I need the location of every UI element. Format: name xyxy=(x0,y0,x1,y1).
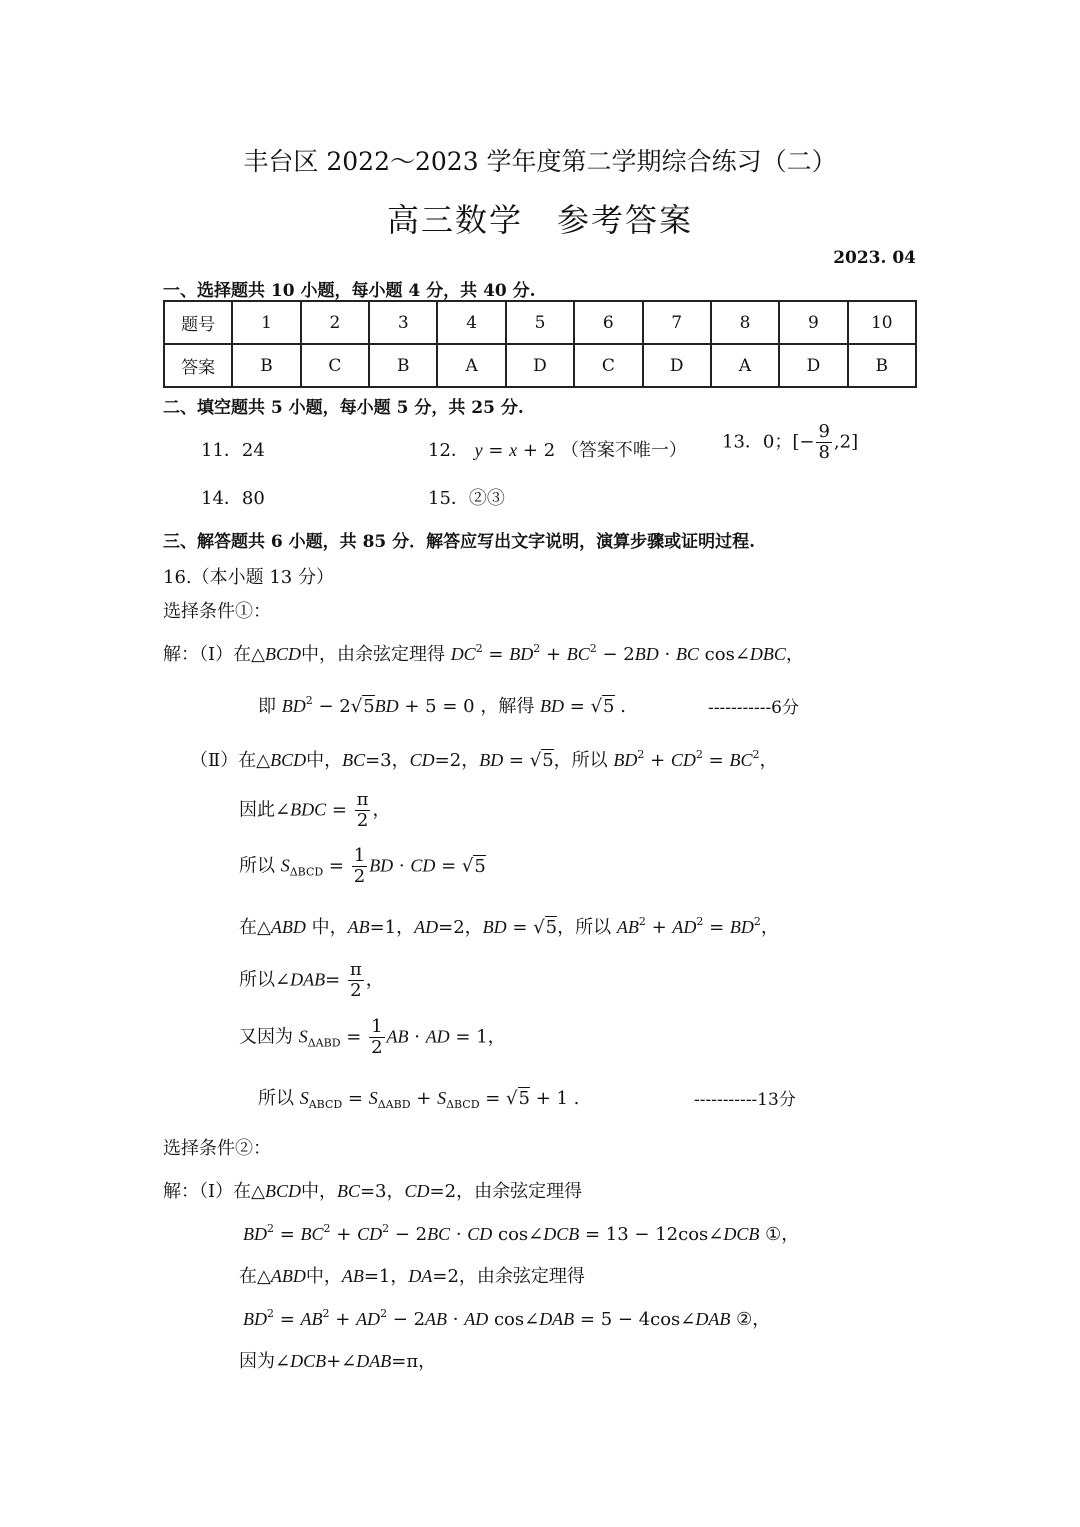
row-label: 答案 xyxy=(164,344,232,387)
section1-heading: 一、选择题共 10 小题，每小题 4 分，共 40 分. xyxy=(163,281,536,301)
solution-line: （Ⅱ）在△BCD中，BC=3，CD=2，BD = √5，所以 $BD^2 + CD^2 = BC^2$， xyxy=(190,748,778,771)
solution-line: 因为∠DCB+∠DAB=π， xyxy=(239,1351,437,1372)
answer-cell: B xyxy=(848,344,916,387)
table-row-numbers xyxy=(164,301,916,344)
solution-line: 因此∠BDC = $\frac{\pi}{2}$ ， xyxy=(239,789,391,831)
answer-15: 15．②③ xyxy=(428,488,505,509)
answer-12-note: （答案不唯一） xyxy=(560,440,687,461)
section2-heading: 二、填空题共 5 小题，每小题 5 分，共 25 分. xyxy=(163,398,524,418)
answer-cell: D xyxy=(779,344,847,387)
question-number: 4 xyxy=(437,301,505,344)
solution-line: 又因为 $S_{\Delta ABD}$ = $\frac{1}{2}$ AB · AD = 1， xyxy=(239,1016,506,1058)
question-number: 8 xyxy=(711,301,779,344)
answer-14: 14．80 xyxy=(201,488,265,509)
answer-cell: C xyxy=(574,344,642,387)
answer-cell: B xyxy=(369,344,437,387)
question-number: 10 xyxy=(848,301,916,344)
condition2-label: 选择条件②： xyxy=(163,1138,271,1159)
table-row-answers xyxy=(164,344,916,387)
answer-12-number: 12． xyxy=(428,440,469,461)
section3-heading: 三、解答题共 6 小题，共 85 分．解答应写出文字说明，演算步骤或证明过程. xyxy=(163,532,756,552)
answer-cell: D xyxy=(643,344,711,387)
answer-13: 13．0；[− $\frac{9}{8}$ ,2] xyxy=(722,421,859,463)
question-number: 1 xyxy=(232,301,300,344)
solution-line: 在△ABD 中，AB=1，AD=2，BD = √5，所以 $AB^2 + AD^2 = BD^2$， xyxy=(239,915,779,938)
solution-line: $BD^2 = AB^2 + AD^2 - 2AB$ · AD cos∠DAB = 5 − 4cos∠DAB ②， xyxy=(243,1307,771,1330)
answer-13-number: 13．0； xyxy=(722,431,793,453)
question16-title: 16.（本小题 13 分） xyxy=(163,567,334,588)
solution-line: $BD^2 = BC^2 + CD^2 - 2BC$ · CD cos∠DCB = 13 − 12cos∠DCB ①， xyxy=(243,1222,800,1245)
answer-12: 12． y = x + 2 （答案不唯一） xyxy=(428,440,687,461)
answer-cell: D xyxy=(506,344,574,387)
answer-cell: A xyxy=(437,344,505,387)
question-number: 5 xyxy=(506,301,574,344)
question-number: 9 xyxy=(779,301,847,344)
answer-cell: A xyxy=(711,344,779,387)
answer-11: 11．24 xyxy=(201,440,265,461)
question-number: 6 xyxy=(574,301,642,344)
date: 2023. 04 xyxy=(833,248,916,268)
solution-line: 所以 $S_{\Delta BCD}$ = $\frac{1}{2}$ BD · CD = √5 xyxy=(239,845,486,887)
solution-line: 解：（Ⅰ）在△BCD中，由余弦定理得 $DC^2 = BD^2 + BC^2 - 2BD$ · BC cos∠DBC， xyxy=(163,642,804,665)
solution-line: 所以 $S_{ABCD} = S_{\Delta ABD} + S_{\Delta BCD} = √5 + 1$ . xyxy=(258,1088,580,1111)
score-mark: -----------13分 xyxy=(694,1090,796,1110)
answer-cell: C xyxy=(301,344,369,387)
answer-table xyxy=(163,300,917,388)
answer-12-formula: y xyxy=(474,440,483,460)
question-number: 3 xyxy=(369,301,437,344)
solution-line: 在△ABD中，AB=1，DA=2，由余弦定理得 xyxy=(239,1266,585,1287)
solution-line: 解：（Ⅰ）在△BCD中，BC=3，CD=2，由余弦定理得 xyxy=(163,1181,583,1202)
page-title: 丰台区 2022～2023 学年度第二学期综合练习（二） xyxy=(243,147,837,176)
score-mark: -----------6分 xyxy=(708,698,800,718)
question-number: 7 xyxy=(643,301,711,344)
solution-line: 即 $BD^2 - 2√5BD + 5 = 0$ ，解得 BD = √5 . xyxy=(258,694,626,717)
page-subtitle: 高三数学 参考答案 xyxy=(386,201,693,239)
condition1-label: 选择条件①： xyxy=(163,601,271,622)
question-number: 2 xyxy=(301,301,369,344)
solution-line: 所以∠DAB= $\frac{\pi}{2}$ ， xyxy=(239,959,384,1001)
row-label: 题号 xyxy=(164,301,232,344)
answer-cell: B xyxy=(232,344,300,387)
